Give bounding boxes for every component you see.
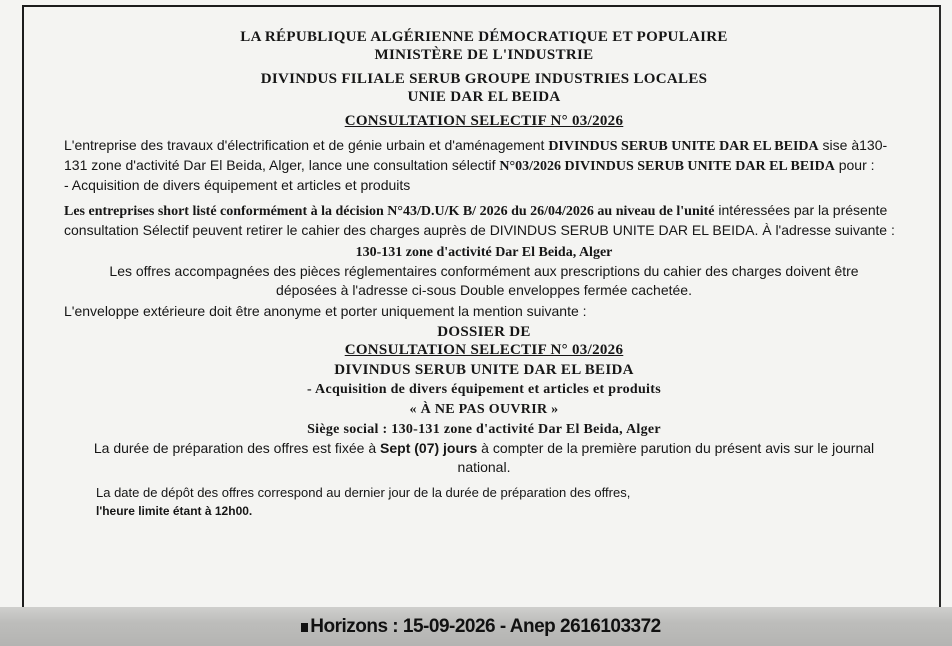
dossier-line-5: « À NE PAS OUVRIR » [409, 402, 559, 417]
header-unit: UNIE DAR EL BEIDA [407, 89, 561, 105]
duree-bold: Sept (07) jours [380, 440, 478, 456]
dossier-line-1: DOSSIER DE [437, 324, 531, 340]
shortlist-text: intéressées par la présente consultation Sélectif peuvent retirer le cahier des charges auprès de DIVINDUS SERUB UNITE DAR EL BEIDA. À l'adresse suivante : [64, 202, 895, 238]
footer-publication-text: Horizons : 15-09-2026 - Anep 2616103372 [310, 616, 661, 637]
shortlist-paragraph [64, 201, 904, 240]
siege-line: Siège social : 130-131 zone d'activité Dar El Beida, Alger [307, 422, 661, 437]
header-ministry: MINISTÈRE DE L'INDUSTRIE [374, 47, 594, 63]
notice-title: CONSULTATION SELECTIF N° 03/2026 [344, 113, 624, 129]
envelope-line: L'enveloppe extérieure doit être anonyme et porter uniquement la mention suivante : [64, 303, 587, 319]
intro-text-1: L'entreprise des travaux d'électrification et de génie urbain et d'aménagement [64, 137, 549, 153]
date-depot-line-1: La date de dépôt des offres correspond au dernier jour de la durée de préparation des offres, [96, 485, 631, 500]
header-company: DIVINDUS FILIALE SERUB GROUPE INDUSTRIES LOCALES [260, 71, 708, 87]
duree-paragraph [64, 439, 904, 477]
notice-content [64, 28, 904, 521]
square-bullet-icon [301, 623, 308, 632]
dossier-line-4: - Acquisition de divers équipement et articles et produits [307, 382, 661, 397]
duree-text-2: à compter de la première parution du présent avis sur le journal national. [457, 440, 875, 475]
dossier-line-2: CONSULTATION SELECTIF N° 03/2026 [344, 342, 624, 358]
header-republic: LA RÉPUBLIQUE ALGÉRIENNE DÉMOCRATIQUE ET POPULAIRE [240, 29, 728, 45]
date-depot-line-2: l'heure limite étant à 12h00. [96, 504, 253, 518]
address-line [64, 242, 904, 262]
intro-paragraph [64, 136, 904, 176]
address-text: 130-131 zone d'activité Dar El Beida, Alger [355, 245, 613, 260]
intro-text-2: sise à130-131 zone d'activité Dar El Beida, Alger, lance une consultation sélectif [64, 137, 888, 173]
object-line: - Acquisition de divers équipement et articles et produits [64, 177, 411, 193]
duree-text-1: La durée de préparation des offres est fixée à [93, 440, 381, 456]
intro-company-bold: DIVINDUS SERUB UNITE DAR EL BEIDA [548, 139, 819, 154]
shortlist-bold: Les entreprises short listé conformément à la décision N°43/D.U/K B/ 2026 du 26/04/2026 au niveau de l'unité [64, 204, 715, 219]
dossier-line-3: DIVINDUS SERUB UNITE DAR EL BEIDA [334, 362, 634, 378]
offers-paragraph: Les offres accompagnées des pièces réglementaires conformément aux prescriptions du cahier des charges doivent être déposées à l'adresse ci-sous Double enveloppes fermée cachetée. [109, 263, 859, 298]
intro-text-3: pour : [834, 157, 875, 173]
intro-reference-bold: N°03/2026 DIVINDUS SERUB UNITE DAR EL BEIDA [499, 159, 835, 174]
footer-publication [0, 616, 952, 638]
